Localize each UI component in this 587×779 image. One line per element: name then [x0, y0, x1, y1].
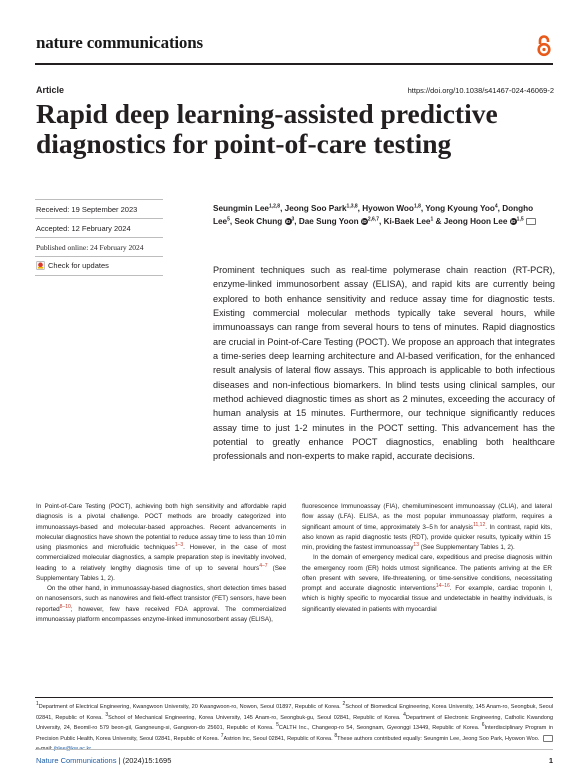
citation-link[interactable]: 11,12 — [473, 521, 486, 528]
meta-divider — [35, 275, 163, 276]
citation-link[interactable]: 14–16 — [435, 582, 450, 589]
author-affiliation-ref: 1,5 — [516, 215, 524, 222]
footer-citation — [36, 756, 171, 765]
page-number: 1 — [548, 756, 553, 765]
header-rule — [35, 63, 553, 65]
orcid-icon[interactable]: iD — [285, 218, 291, 224]
meta-divider — [35, 237, 163, 238]
volume-info: | (2024)15:1695 — [118, 756, 172, 765]
author-name[interactable]: Seungmin Lee — [213, 204, 269, 213]
journal-logo[interactable]: nature communications — [36, 33, 203, 52]
body-paragraph: On the other hand, in immunoassay-based diagnostics, short detection times based on nanosensors, such as nanowires and field-effect transistor (FET) sensors, have been reported$^{8-10}$; however, few have received FDA approval. The commercialized immunoassay platform encompasses enzyme-linked immunosorbent assay (ELISA), — [36, 585, 286, 623]
author-name[interactable]: Jeong Hoon Lee — [443, 216, 508, 226]
author-conjunction: & — [435, 216, 442, 226]
author-affiliation-ref: 1,3,8 — [346, 203, 358, 210]
author-affiliation-ref: 1,2,8 — [268, 203, 281, 210]
author-affiliation-ref: 5 — [227, 215, 230, 222]
citation-link[interactable]: 13 — [413, 541, 419, 548]
author-name[interactable]: Dongho Lee — [213, 204, 534, 226]
author-name[interactable]: Dae Sung Yoon — [298, 216, 359, 226]
meta-divider — [35, 218, 163, 219]
published-date: Published online: 24 February 2024 — [36, 243, 144, 252]
affiliations-rule — [35, 697, 553, 698]
author-affiliation-ref: 2,6,7 — [367, 215, 379, 222]
body-column-left — [36, 502, 286, 625]
orcid-icon[interactable]: iD — [362, 218, 367, 224]
body-column-right — [302, 502, 552, 615]
author-name[interactable]: Ki-Baek Lee — [383, 216, 431, 226]
journal-citation-link[interactable]: Nature Communications — [36, 756, 117, 765]
meta-divider — [35, 256, 163, 257]
check-for-updates-label: Check for updates — [48, 261, 109, 270]
article-type: Article — [36, 85, 65, 95]
abstract: Prominent techniques such as real-time polymerase chain reaction (RT-PCR), enzyme-linked immunosorbent assay (ELISA), and rapid kits are currently being explored to both enhance sensitivity and reduce assay time for diagnostic tests. Existing commercial molecular methods typically take several hours, while immunoassays can range from several hours to tens of minutes. Rapid diagnostics are crucial in Point-of-Care Testing (POCT). We propose an approach that integrates a time-series deep learning architecture and AI-based verification, for the enhanced result analysis of lateral flow assays. This approach is applicable to both infectious diseases and non-infectious biomarkers. In blind tests using clinical samples, our method achieved diagnostic times as short as 2 minutes, exceeding the accuracy of human analysis at 15 minutes. Furthermore, our technique significantly reduces assay time to just 1-2 minutes in the POCT setting. This advancement has the potential to greatly enhance POCT diagnostics, enabling both healthcare professionals and non-experts to make rapid, accurate decisions. — [213, 265, 555, 462]
received-date: Received: 19 September 2023 — [36, 205, 138, 214]
meta-divider — [35, 199, 163, 200]
author-list: Seungmin Lee$^{1,2,8}$, Jeong Soo Park$^{1,3,8}$, Hyowon Woo$^{1,8}$, Yong Kyoung Yoo$^4$, Dongho Lee$^5$, Seok Chung $iD^3$, Dae Sung Yoon iD$^{2,6,7}$, Ki-Baek Lee$^1$ & Jeong Hoon Lee iD$^{1,5}$ — [213, 203, 553, 228]
open-access-icon — [536, 35, 552, 57]
author-name[interactable]: Seok Chung — [234, 216, 283, 226]
citation-link[interactable]: 1–3 — [174, 541, 184, 548]
article-title: Rapid deep learning-assisted predictive diagnostics for point-of-care testing — [36, 98, 498, 159]
body-paragraph: In the domain of emergency medical care, expeditious and precise diagnosis within the emergency room (ER) holds utmost significance. The patients arriving at the ER often present with severe, life-threatening, or time-sensitive conditions, necessitating prompt and accurate diagnostic interventions$^{14-16}$. For example, cardiac troponin I, which is highly specific to myocardial tissue and undetectable in healthy individuals, is significantly elevated in patients with myocardial — [302, 554, 553, 613]
author-affiliation-ref: 1,8 — [413, 203, 421, 210]
author-affiliation-ref: 4 — [494, 203, 498, 210]
body-paragraph: fluorescence Immunoassay (FIA), chemiluminescent immunoassay (CLIA), and lateral flow assay (LFA). ELISA, as the most popular immunoassay platform, requires a significant amount of time, approximately 3–5 h for analysis$^{11,12}$. In contrast, rapid kits, also known as rapid diagnostic tests (RDT), provide quicker results, typically within 15 min, providing the fastest immunoassay$^{13}$ (See Supplementary Tables 1, 2). — [302, 503, 552, 551]
author-name[interactable]: Jeong Soo Park — [284, 204, 347, 213]
author-affiliation-ref: 3 — [291, 215, 295, 222]
check-for-updates-icon — [36, 261, 45, 270]
doi-link[interactable]: https://doi.org/10.1038/s41467-024-46069-2 — [407, 86, 554, 95]
author-name[interactable]: Yong Kyoung Yoo — [425, 204, 495, 213]
body-paragraph: In Point-of-Care Testing (POCT), achieving both high sensitivity and affordable rapid diagnosis is a pivotal challenge. POCT methods are broadly categorized into immunoassays-based and molecular-based approaches. Recent advancements in molecular diagnostics have shown the potential to reduce assay time to less than 10 min using plasmonics and microfluidic techniques$^{1-3}$. However, in the case of most commercialized molecular diagnostics, a sample preparation step is inevitably involved, leading to a relatively lengthy diagnosis time of up to several hours$^{4-7}$ (See Supplementary Tables 1, 2). — [36, 503, 286, 582]
author-affiliation-ref: 1 — [430, 215, 434, 222]
accepted-date: Accepted: 12 February 2024 — [36, 224, 131, 233]
email-icon[interactable] — [526, 218, 536, 225]
citation-link[interactable]: 8–10 — [59, 603, 71, 610]
citation-link[interactable]: 4–7 — [259, 562, 268, 569]
author-name[interactable]: Hyowon Woo — [362, 204, 414, 213]
orcid-icon[interactable]: iD — [510, 218, 516, 224]
email-icon — [543, 735, 553, 742]
footer-rule — [35, 749, 553, 750]
check-for-updates-button[interactable] — [36, 261, 109, 270]
affiliations: $^1$Department of Electrical Engineering, Kwangwoon University, 20 Kwangwoon-ro, Nowon, Seoul 01897, Republic of Korea. $^2$School of Biomedical Engineering, Korea University, 145 Anam-ro, Seongbuk, Seoul 02841, Republic of Korea. $^3$School of Mechanical Engineering, Korea University, 145 Anam-ro, Seongbuk-gu, Seoul 02841, Republic of Korea. $^4$Department of Electronic Engineering, Catholic Kwandong University, 24, Beomil-ro 579 beon-gil, Gangneung-si, Gangwon-do 25601, Republic of Korea. $^5$CALTH Inc., Changeop-ro 54, Seongnam, Gyeonggi 13449, Republic of Korea. $^6$Interdisciplinary Program in Precision Public Health, Korea University, Seoul 02841, Republic of Korea. $^7$Astrion Inc, Seoul 02841, Republic of Korea. $^8$These authors contributed equally: Seungmin Lee, Jeong Soo Park, Hyowon Woo. — [36, 702, 553, 755]
